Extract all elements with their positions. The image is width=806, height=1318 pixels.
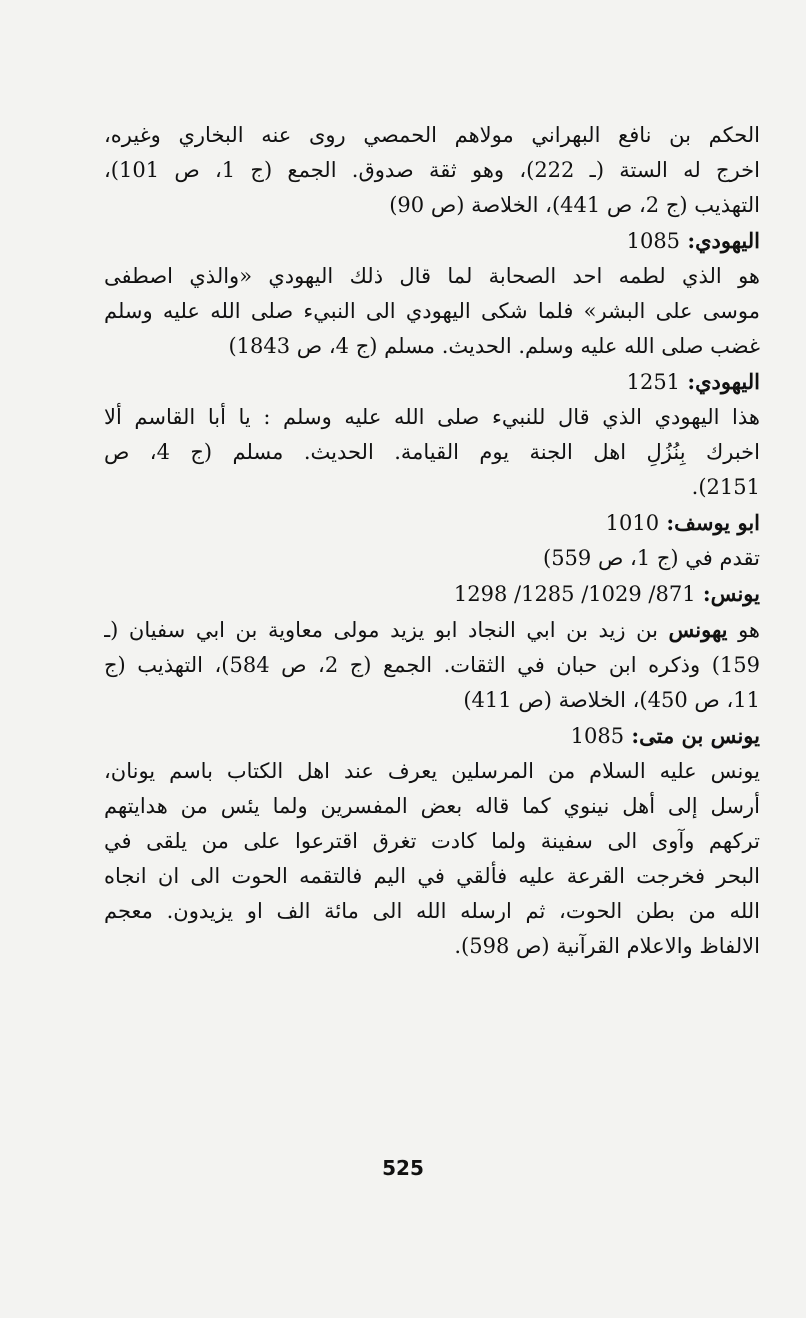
entry-name: يونس بن متى: — [631, 723, 760, 748]
text-line: اخرج له الستة (ـ 222)، وهو ثقة صدوق. الجمع (ج 1، ص 101)، — [104, 158, 760, 182]
entry-continuation — [104, 118, 760, 223]
entry-yunus — [104, 576, 760, 718]
text-line — [104, 612, 760, 648]
entry-name: يونس: — [702, 581, 760, 606]
text-line: الالفاظ والاعلام القرآنية (ص 598). — [454, 934, 760, 958]
entry-heading — [104, 364, 760, 400]
entry-refs: 1010 — [605, 511, 660, 535]
text-line: تركهم وآوى الى سفينة ولما كادت تغرق اقترعوا على من يلقى في — [104, 829, 760, 853]
entry-heading — [104, 718, 760, 754]
entry-refs: 871/ 1029/ 1285/ 1298 — [453, 582, 696, 606]
text-line: 11، ص 450)، الخلاصة (ص 411) — [463, 688, 760, 712]
text-line: الله من بطن الحوت، ثم ارسله الله الى مائة الف او يزيدون. معجم — [104, 899, 760, 923]
entry-refs: 1085 — [626, 229, 681, 253]
text-line: هو الذي لطمه احد الصحابة لما قال ذلك اليهودي «والذي اصطفى — [104, 264, 760, 288]
text-line: أرسل إلى أهل نينوي كما قاله بعض المفسرين ولما يئس من هدايتهم — [104, 794, 760, 818]
entry-refs: 1251 — [626, 370, 681, 394]
page-body — [104, 118, 760, 964]
entry-yunus-bin-matta — [104, 718, 760, 964]
text-line: البحر فخرجت القرعة عليه فألقي في اليم فالتقمه الحوت الى ان انجاه — [104, 864, 760, 888]
text-line: تقدم في (ج 1، ص 559) — [542, 546, 760, 570]
text-line: اخبرك بِنُزُلِ اهل الجنة يوم القيامة. الحديث. مسلم (ج 4، ص — [104, 440, 760, 464]
line-rest: بن زيد بن ابي النجاد ابو يزيد مولى معاوية بن ابي سفيان (ـ — [104, 618, 658, 642]
entry-al-yahudi-1085 — [104, 223, 760, 364]
entry-al-yahudi-1251 — [104, 364, 760, 505]
line-prefix: هو — [738, 618, 760, 642]
text-line: التهذيب (ج 2، ص 441)، الخلاصة (ص 90) — [389, 193, 760, 217]
entry-heading — [104, 505, 760, 541]
entry-refs: 1085 — [570, 724, 625, 748]
highlighted-name: يهونس — [668, 617, 728, 642]
entry-heading — [104, 223, 760, 259]
text-line: هذا اليهودي الذي قال للنبيء صلى الله عليه وسلم : يا أبا القاسم ألا — [104, 405, 760, 429]
entry-name: اليهودي: — [687, 228, 760, 253]
entry-heading — [104, 576, 760, 612]
entry-name: ابو يوسف: — [666, 510, 760, 535]
text-line: غضب صلى الله عليه وسلم. الحديث. مسلم (ج 4، ص 1843) — [228, 334, 760, 358]
text-line: الحكم بن نافع البهراني مولاهم الحمصي روى عنه البخاري وغيره، — [104, 123, 760, 147]
entry-name: اليهودي: — [687, 369, 760, 394]
text-line: 159) وذكره ابن حبان في الثقات. الجمع (ج 2، ص 584)، التهذيب (ج — [104, 653, 760, 677]
text-line: موسى على البشر» فلما شكى اليهودي الى النبيء صلى الله عليه وسلم — [104, 299, 760, 323]
page-number: 525 — [382, 1156, 424, 1180]
text-line: يونس عليه السلام من المرسلين يعرف عند اهل الكتاب باسم يونان، — [104, 759, 760, 783]
text-line: 2151). — [691, 475, 760, 499]
entry-abu-yusuf — [104, 505, 760, 576]
